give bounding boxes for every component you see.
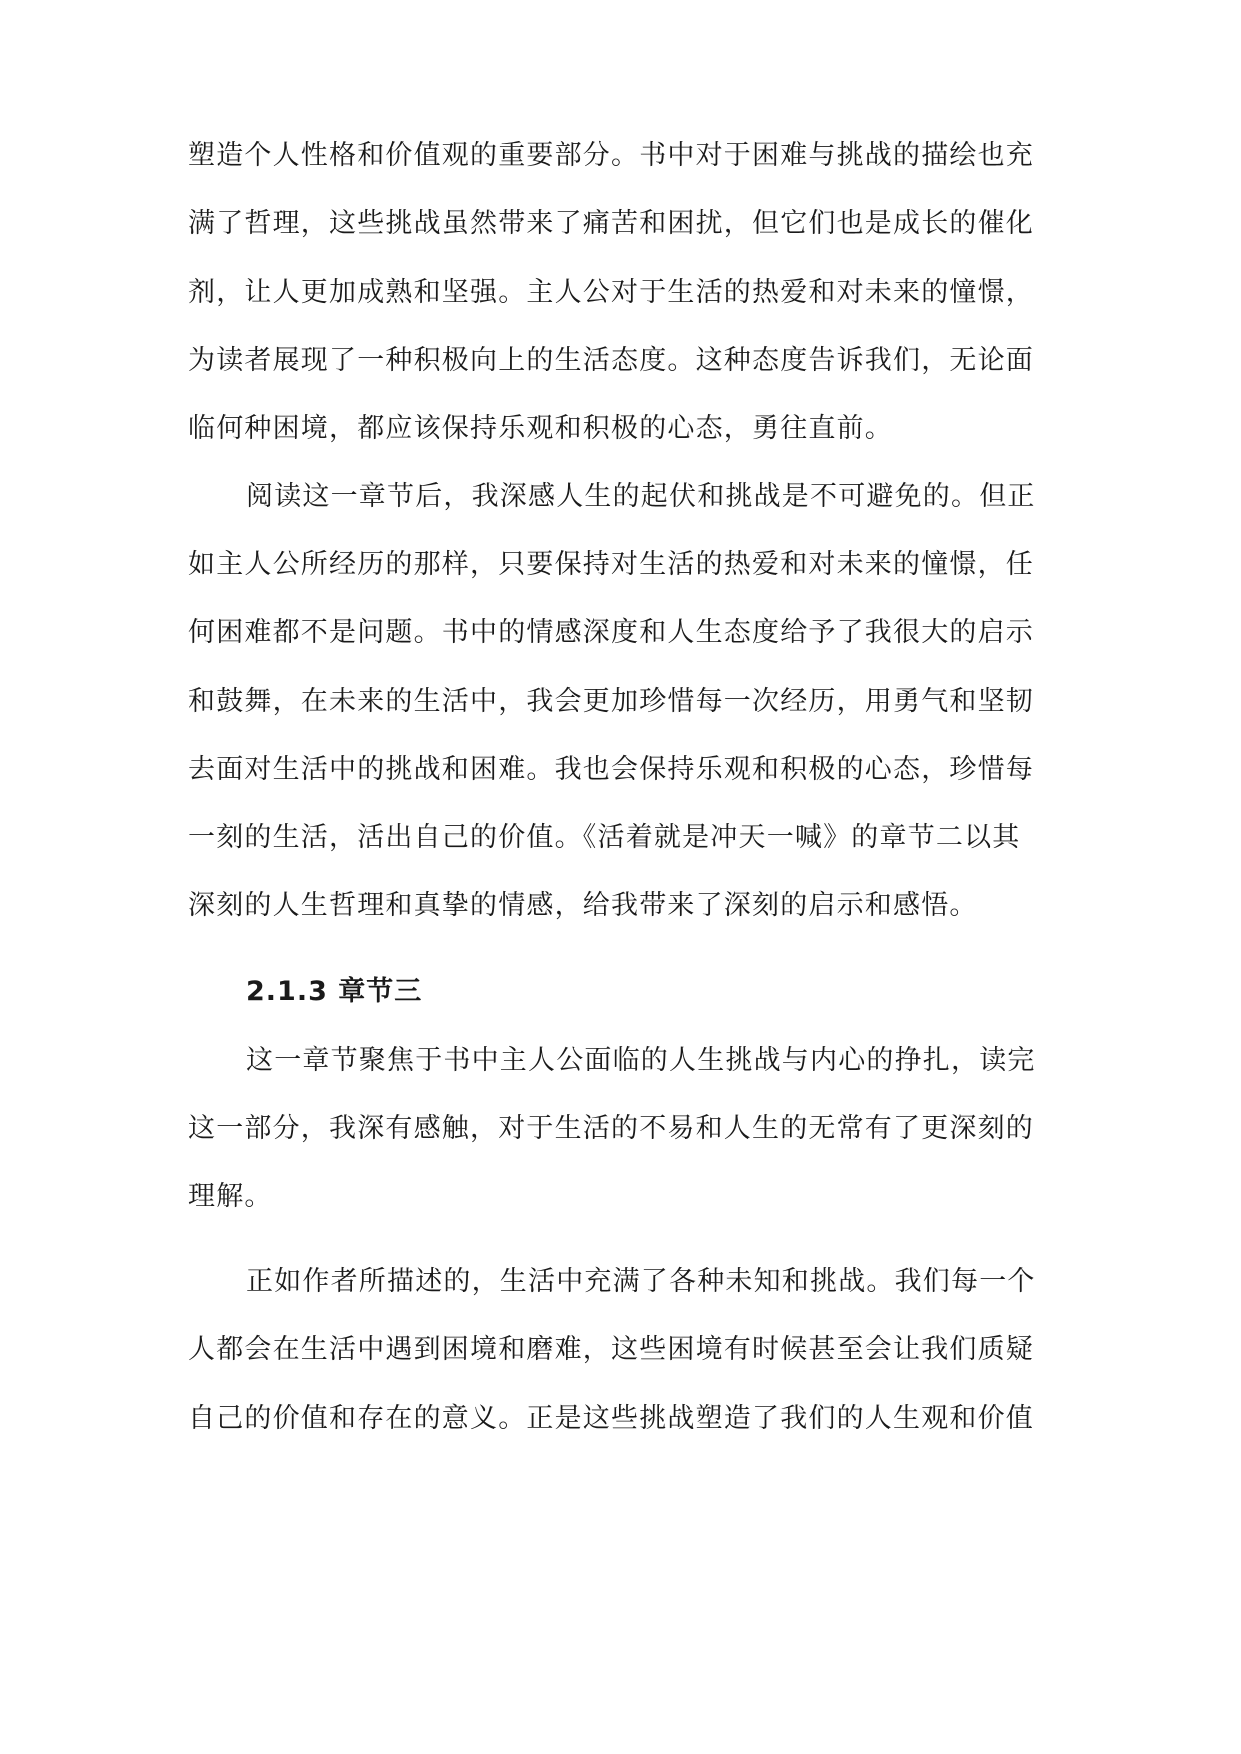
paragraph-line: 如主人公所经历的那样，只要保持对生活的热爱和对未来的憧憬，任 xyxy=(188,549,1034,580)
paragraph-line: 自己的价值和存在的意义。正是这些挑战塑造了我们的人生观和价值 xyxy=(188,1403,1034,1434)
paragraph-line: 深刻的人生哲理和真挚的情感，给我带来了深刻的启示和感悟。 xyxy=(188,890,978,921)
section-heading: 2.1.3 章节三 xyxy=(246,976,423,1007)
paragraph-line: 一刻的生活，活出自己的价值。《活着就是冲天一喊》的章节二以其 xyxy=(188,822,1021,853)
paragraph-line: 去面对生活中的挑战和困难。我也会保持乐观和积极的心态，珍惜每 xyxy=(188,754,1034,785)
paragraph-line: 人都会在生活中遇到困境和磨难，这些困境有时候甚至会让我们质疑 xyxy=(188,1334,1034,1365)
paragraph-line: 阅读这一章节后，我深感人生的起伏和挑战是不可避免的。但正 xyxy=(246,481,1036,512)
paragraph-line: 为读者展现了一种积极向上的生活态度。这种态度告诉我们，无论面 xyxy=(188,345,1034,376)
paragraph-line: 何困难都不是问题。书中的情感深度和人生态度给予了我很大的启示 xyxy=(188,617,1034,648)
paragraph-line: 正如作者所描述的，生活中充满了各种未知和挑战。我们每一个 xyxy=(246,1266,1036,1297)
paragraph-line: 和鼓舞，在未来的生活中，我会更加珍惜每一次经历，用勇气和坚韧 xyxy=(188,686,1034,717)
paragraph-line: 理解。 xyxy=(188,1181,273,1212)
paragraph-line: 这一部分，我深有感触，对于生活的不易和人生的无常有了更深刻的 xyxy=(188,1113,1034,1144)
paragraph-line: 剂，让人更加成熟和坚强。主人公对于生活的热爱和对未来的憧憬， xyxy=(188,277,1034,308)
paragraph-line: 临何种困境，都应该保持乐观和积极的心态，勇往直前。 xyxy=(188,413,893,444)
paragraph-line: 这一章节聚焦于书中主人公面临的人生挑战与内心的挣扎，读完 xyxy=(246,1045,1036,1076)
paragraph-line: 塑造个人性格和价值观的重要部分。书中对于困难与挑战的描绘也充 xyxy=(188,140,1034,171)
paragraph-line: 满了哲理，这些挑战虽然带来了痛苦和困扰，但它们也是成长的催化 xyxy=(188,208,1034,239)
